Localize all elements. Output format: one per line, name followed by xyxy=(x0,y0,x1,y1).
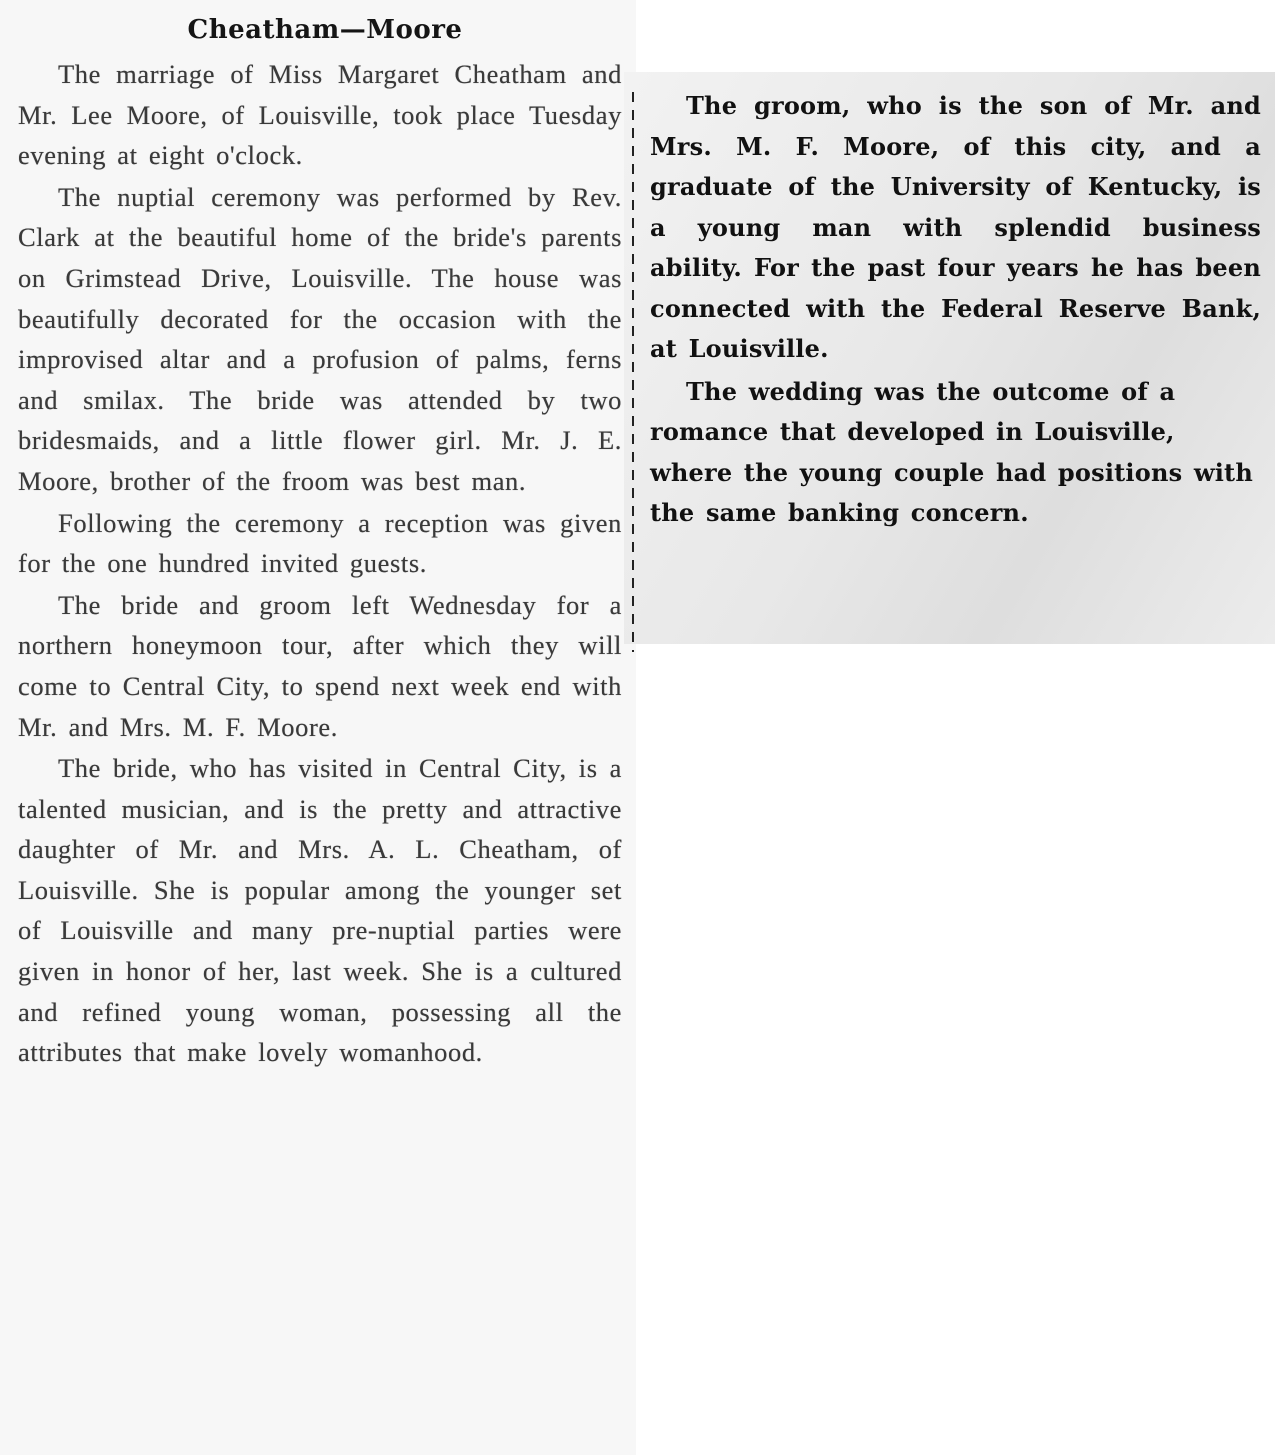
paragraph: The nuptial ceremony was performed by Rev. Clark at the beautiful home of the bride's parents on Grimstead Drive, Louisville. The house was beautifully decorated for the occasion with the improvised altar and a profusion of palms, ferns and smilax. The bride was attended by two bridesmaids, and a little flower girl. Mr. J. E. Moore, brother of the froom was best man. xyxy=(18,181,622,496)
article-headline: Cheatham—Moore xyxy=(187,15,463,45)
left-column-text xyxy=(18,54,622,1073)
paragraph: The bride and groom left Wednesday for a northern honeymoon tour, after which they will come to Central City, to spend next week end with Mr. and Mrs. M. F. Moore. xyxy=(18,589,622,742)
paragraph: The marriage of Miss Margaret Cheatham and Mr. Lee Moore, of Louisville, took place Tuesday evening at eight o'clock. xyxy=(18,59,622,171)
paragraph: Following the ceremony a reception was given for the one hundred invited guests. xyxy=(18,507,622,579)
article-clipping-left xyxy=(0,0,636,1455)
paragraph: The bride, who has visited in Central City, is a talented musician, and is the pretty and attractive daughter of Mr. and Mrs. A. L. Cheatham, of Louisville. She is popular among the younger set of Louisville and many pre-nuptial parties were given in honor of her, last week. She is a cultured and refined young woman, possessing all the attributes that make lovely womanhood. xyxy=(18,753,622,1068)
paragraph: The groom, who is the son of Mr. and Mrs. M. F. Moore, of this city, and a graduate of the University of Kentucky, is a young man with splendid business ability. For the past four years he has been connected with the Federal Reserve Bank, at Louisville. xyxy=(650,91,1261,363)
right-column-text xyxy=(650,86,1261,534)
paragraph: The wedding was the outcome of a romance that developed in Louisville, where the young couple had positions with the same banking concern. xyxy=(650,376,1253,527)
article-clipping-right xyxy=(624,72,1275,644)
